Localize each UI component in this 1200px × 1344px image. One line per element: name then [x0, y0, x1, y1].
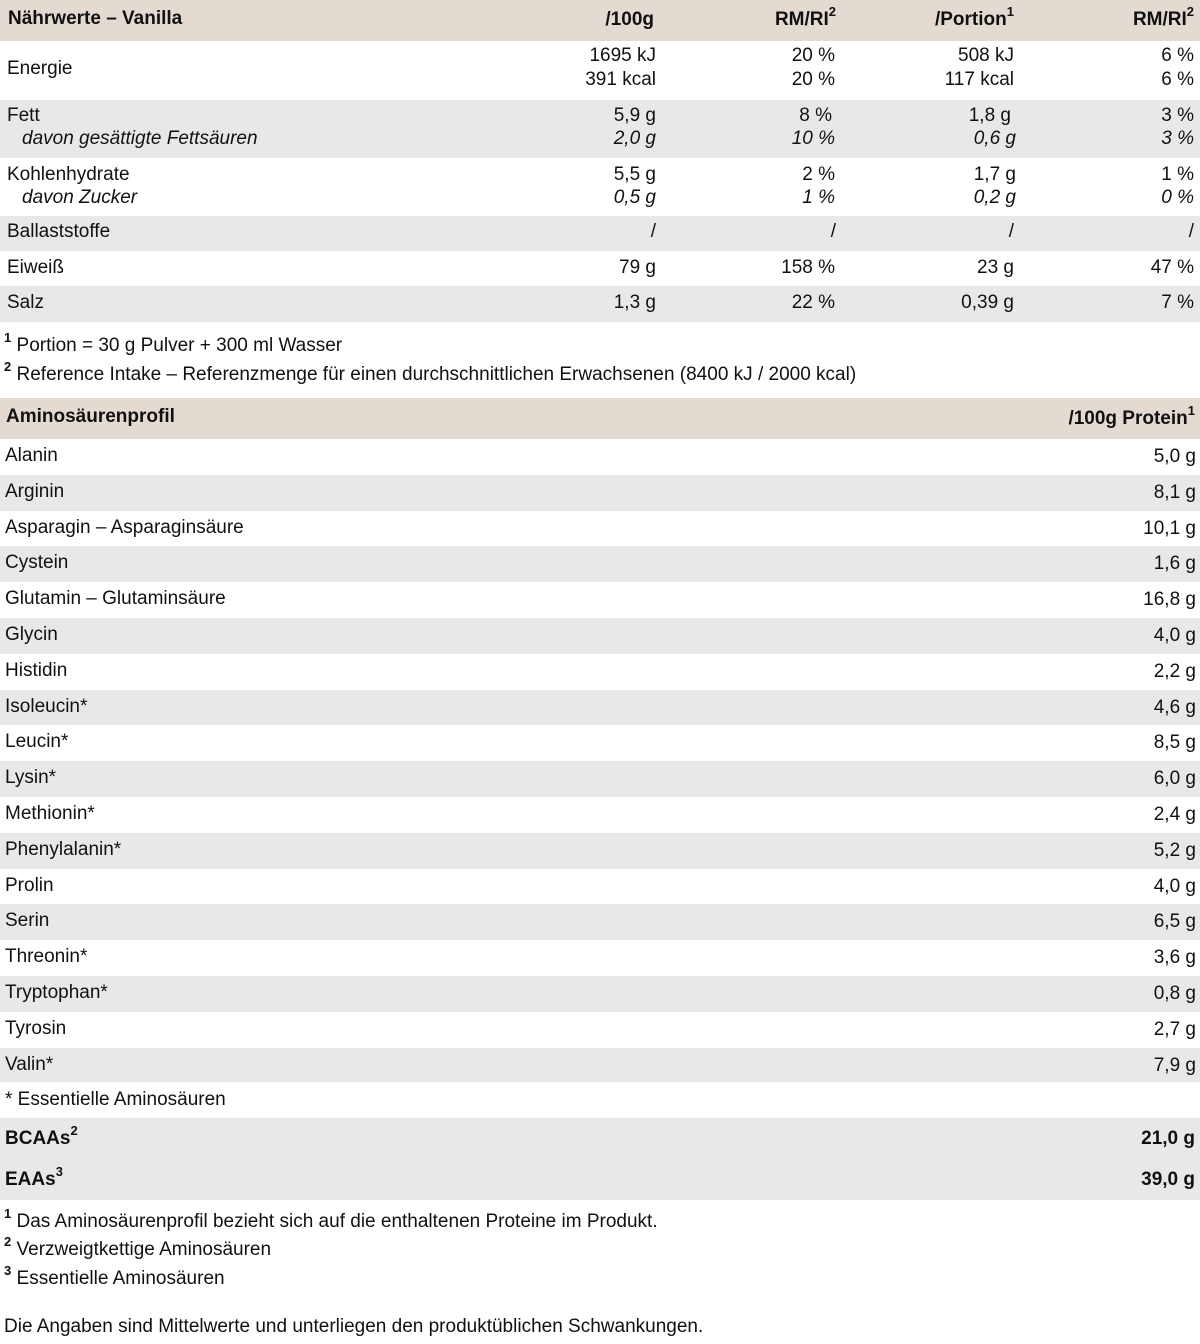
amino-footnote-3: $^3$ Essentielle Aminosäuren — [4, 1262, 225, 1289]
value-rmri-portion: 1 % — [1161, 164, 1194, 185]
amino-value: 8,5 g — [1153, 732, 1196, 753]
amino-header-row — [0, 398, 1200, 439]
amino-value: 6,5 g — [1153, 911, 1196, 932]
value-per-portion: 0,39 g — [961, 292, 1014, 313]
value-per-100g: 5,5 g — [613, 164, 656, 185]
amino-value: 4,6 g — [1153, 697, 1196, 718]
amino-name: Lysin* — [5, 767, 57, 788]
value-rmri-portion-sub: 3 % — [1161, 128, 1194, 149]
value-per-portion: 508 kJ — [958, 45, 1014, 66]
value-rmri-kcal: 20 % — [791, 69, 835, 90]
amino-value: 1,6 g — [1153, 553, 1196, 574]
nutrition-title: Nährwerte – Vanilla — [8, 8, 183, 29]
value-per-portion: 23 g — [977, 257, 1014, 278]
amino-footnote-2: $^2$ Verzweigtkettige Aminosäuren — [4, 1233, 272, 1260]
value-per-100g: / — [650, 221, 656, 242]
eaa-label: EAAs$^3$ — [5, 1163, 63, 1190]
amino-row — [0, 654, 1200, 690]
value-rmri: 8 % — [799, 105, 832, 126]
bcaa-label: BCAAs$^2$ — [5, 1122, 78, 1149]
amino-name: Leucin* — [5, 731, 69, 752]
value-rmri: / — [830, 221, 836, 242]
value-per-100g-sub: 2,0 g — [613, 128, 656, 149]
essential-note: * Essentielle Aminosäuren — [5, 1089, 226, 1110]
nutrition-row-energie — [0, 41, 1200, 100]
value-per-100g: 5,9 g — [613, 105, 656, 126]
value-rmri-portion: 47 % — [1150, 257, 1194, 278]
row-label: Fett — [7, 105, 40, 126]
nutrition-footnote-2: $^2$ Reference Intake – Referenzmenge für einen durchschnittlichen Erwachsenen (8400 kJ / 2000 kcal) — [4, 358, 857, 385]
amino-row — [0, 546, 1200, 582]
amino-row — [0, 940, 1200, 976]
eaa-value: 39,0 g — [1141, 1169, 1195, 1190]
amino-row — [0, 475, 1200, 511]
value-per-100g: 1695 kJ — [589, 45, 656, 66]
amino-value: 10,1 g — [1143, 518, 1196, 539]
nutrition-row-fett — [0, 100, 1200, 158]
amino-value: 6,0 g — [1153, 768, 1196, 789]
amino-name: Valin* — [5, 1054, 54, 1075]
amino-value: 4,0 g — [1153, 625, 1196, 646]
row-label: Eiweiß — [7, 257, 65, 278]
value-rmri: 158 % — [781, 257, 835, 278]
amino-row — [0, 833, 1200, 869]
amino-value: 0,8 g — [1153, 983, 1196, 1004]
amino-value: 2,7 g — [1153, 1019, 1196, 1040]
col-per-100g-header: /100g — [605, 9, 654, 30]
value-per-portion-sub: 0,6 g — [973, 128, 1016, 149]
amino-value: 2,4 g — [1153, 804, 1196, 825]
value-rmri: 20 % — [791, 45, 835, 66]
amino-name: Phenylalanin* — [5, 839, 122, 860]
amino-name: Cystein — [5, 552, 69, 573]
amino-name: Methionin* — [5, 803, 95, 824]
col-rmri-portion-header: $RM/RI^2$ — [1132, 3, 1194, 30]
amino-row — [0, 582, 1200, 618]
amino-row — [0, 869, 1200, 904]
amino-row — [0, 797, 1200, 833]
amino-value: 2,2 g — [1153, 661, 1196, 682]
amino-row — [0, 725, 1200, 761]
col-rmri-header: $RM/RI^2$ — [774, 3, 836, 30]
amino-name: Isoleucin* — [5, 696, 88, 717]
amino-name: Alanin — [5, 445, 58, 466]
amino-name: Glutamin – Glutaminsäure — [5, 588, 226, 609]
nutrition-row-ballaststoffe — [0, 216, 1200, 251]
eaa-row — [0, 1160, 1200, 1200]
value-rmri-portion: 6 % — [1161, 45, 1194, 66]
value-per-portion-kcal: 117 kcal — [944, 69, 1014, 90]
amino-value: 5,2 g — [1153, 840, 1196, 861]
amino-title: Aminosäurenprofil — [6, 406, 175, 427]
amino-value: 3,6 g — [1153, 947, 1196, 968]
amino-name: Histidin — [5, 660, 68, 681]
amino-row — [0, 1048, 1200, 1083]
amino-row — [0, 439, 1200, 475]
value-per-100g-kcal: 391 kcal — [585, 69, 656, 90]
amino-value: 16,8 g — [1143, 589, 1196, 610]
amino-row — [0, 1012, 1200, 1048]
col-per-portion-header: /Portion$^1$ — [934, 3, 1014, 30]
amino-value: 8,1 g — [1153, 482, 1196, 503]
row-label: Kohlenhydrate — [7, 164, 130, 185]
amino-value: 5,0 g — [1153, 446, 1196, 467]
value-rmri: 2 % — [802, 164, 835, 185]
amino-name: Arginin — [5, 481, 65, 502]
value-rmri-portion: 7 % — [1161, 292, 1194, 313]
bcaa-row — [0, 1118, 1200, 1160]
nutrition-row-kohlenhydrate — [0, 158, 1200, 216]
amino-name: Serin — [5, 910, 50, 931]
amino-name: Threonin* — [5, 946, 88, 967]
amino-row — [0, 976, 1200, 1012]
nutrition-footnote-1: $^1$ Portion = 30 g Pulver + 300 ml Wasser — [4, 329, 343, 356]
essential-note-row — [0, 1082, 1200, 1118]
amino-col-header: /100g Protein$^1$ — [1068, 402, 1195, 429]
value-per-100g: 79 g — [619, 257, 656, 278]
nutrition-row-salz — [0, 286, 1200, 322]
value-per-100g: 1,3 g — [613, 292, 656, 313]
bcaa-value: 21,0 g — [1141, 1128, 1195, 1149]
value-rmri: 22 % — [791, 292, 835, 313]
disclaimer: Die Angaben sind Mittelwerte und unterliegen den produktüblichen Schwankungen. — [4, 1316, 704, 1337]
amino-name: Tryptophan* — [5, 982, 108, 1003]
nutrition-row-eiweiss — [0, 251, 1200, 286]
value-per-portion: / — [1008, 221, 1014, 242]
amino-row — [0, 690, 1200, 725]
amino-value: 4,0 g — [1153, 876, 1196, 897]
value-rmri-portion: 3 % — [1161, 105, 1194, 126]
amino-name: Glycin — [5, 624, 58, 645]
amino-row — [0, 761, 1200, 797]
amino-value: 7,9 g — [1153, 1055, 1196, 1076]
amino-row — [0, 511, 1200, 546]
amino-row — [0, 618, 1200, 654]
value-rmri-portion: / — [1188, 221, 1194, 242]
value-per-portion: 1,7 g — [973, 164, 1016, 185]
value-per-portion: 1,8 g — [968, 105, 1011, 126]
row-label: Energie — [7, 58, 73, 79]
nutrition-header-row — [0, 0, 1200, 41]
amino-footnote-1: $^1$ Das Aminosäurenprofil bezieht sich auf die enthaltenen Proteine im Produkt. — [4, 1205, 658, 1232]
value-per-100g-sub: 0,5 g — [613, 187, 656, 208]
value-rmri-sub: 1 % — [802, 187, 835, 208]
amino-row — [0, 904, 1200, 940]
row-sublabel: davon gesättigte Fettsäuren — [22, 128, 258, 149]
row-sublabel: davon Zucker — [22, 187, 138, 208]
amino-name: Prolin — [5, 875, 54, 896]
value-per-portion-sub: 0,2 g — [973, 187, 1016, 208]
row-label: Ballaststoffe — [7, 221, 111, 242]
amino-name: Tyrosin — [5, 1018, 67, 1039]
value-rmri-portion-sub: 0 % — [1161, 187, 1194, 208]
amino-name: Asparagin – Asparaginsäure — [5, 517, 244, 538]
value-rmri-portion-kcal: 6 % — [1161, 69, 1194, 90]
value-rmri-sub: 10 % — [791, 128, 835, 149]
row-label: Salz — [7, 292, 44, 313]
